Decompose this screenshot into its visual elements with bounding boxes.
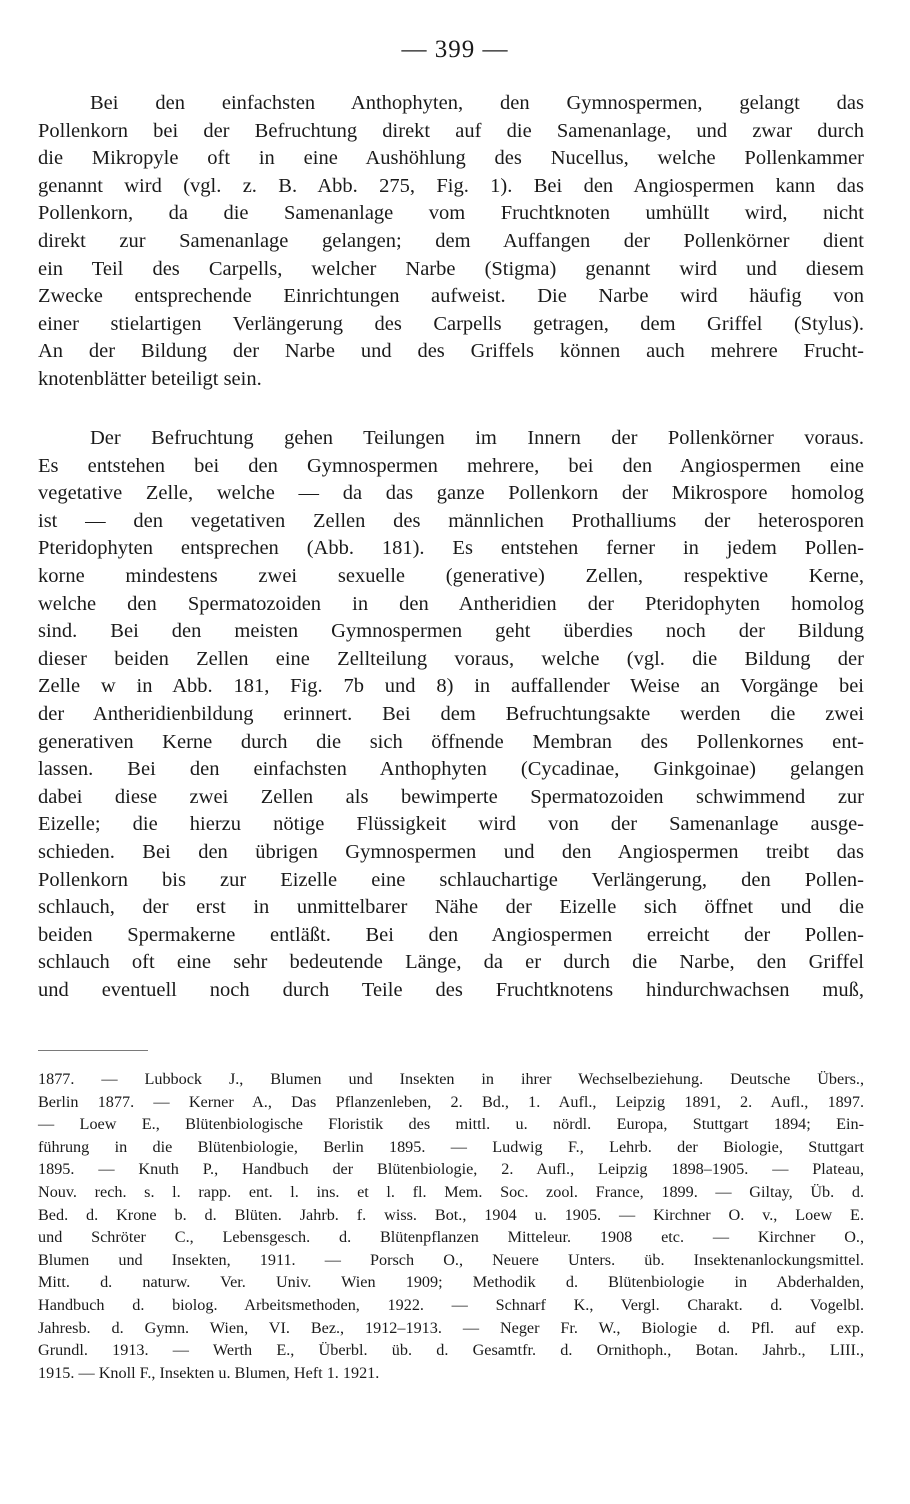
paragraph-line: ist — den vegetativen Zellen des männlichen Prothalliums der heterosporen: [38, 509, 864, 532]
paragraph-line: An der Bildung der Narbe und des Griffels können auch mehrere Frucht-: [38, 340, 864, 363]
paragraph-line: Es entstehen bei den Gymnospermen mehrere, bei den Angiospermen eine: [38, 454, 864, 477]
paragraph-line: lassen. Bei den einfachsten Anthophyten (Cycadinae, Ginkgoinae) gelangen: [38, 758, 864, 781]
footnote-line: Mitt. d. naturw. Ver. Univ. Wien 1909; Methodik d. Blütenbiologie in Abderhalden,: [38, 1273, 864, 1292]
paragraph-line: korne mindestens zwei sexuelle (generative) Zellen, respektive Kerne,: [38, 564, 864, 587]
paragraph-line: der Antheridienbildung erinnert. Bei dem Befruchtungsakte werden die zwei: [38, 702, 864, 725]
footnote-line: Grundl. 1913. — Werth E., Überbl. üb. d. Gesamtfr. d. Ornithoph., Botan. Jahrb., LIII.,: [38, 1341, 864, 1360]
footnote-divider: [38, 1050, 148, 1051]
footnote-line: und Schröter C., Lebensgesch. d. Blütenpflanzen Mitteleur. 1908 etc. — Kirchner O.,: [38, 1228, 864, 1247]
paragraph-line: welche den Spermatozoiden in den Antheridien der Pteridophyten homolog: [38, 592, 864, 615]
paragraph-line: vegetative Zelle, welche — da das ganze Pollenkorn der Mikrospore homolog: [38, 482, 864, 505]
paragraph-line: Pteridophyten entsprechen (Abb. 181). Es entstehen ferner in jedem Pollen-: [38, 537, 864, 560]
paragraph-1: [38, 90, 864, 394]
paragraph-line: Eizelle; die hierzu nötige Flüssigkeit wird von der Samenanlage ausge-: [38, 813, 864, 836]
paragraph-line: einer stielartigen Verlängerung des Carpells getragen, dem Griffel (Stylus).: [38, 312, 864, 335]
paragraph-line: knotenblätter beteiligt sein.: [38, 367, 262, 390]
paragraph-line: Pollenkorn bei der Befruchtung direkt auf die Samenanlage, und zwar durch: [38, 119, 864, 142]
paragraph-line: Pollenkorn bis zur Eizelle eine schlauchartige Verlängerung, den Pollen-: [38, 868, 864, 891]
footnote-line: 1877. — Lubbock J., Blumen und Insekten in ihrer Wechselbeziehung. Deutsche Übers.,: [38, 1070, 864, 1088]
paragraph-line: Der Befruchtung gehen Teilungen im Innern der Pollenkörner voraus.: [90, 427, 864, 449]
paragraph-line: dieser beiden Zellen eine Zellteilung voraus, welche (vgl. die Bildung der: [38, 647, 864, 670]
footnote-line: 1915. — Knoll F., Insekten u. Blumen, Heft 1. 1921.: [38, 1363, 380, 1382]
footnote-line: — Loew E., Blütenbiologische Floristik des mittl. u. nördl. Europa, Stuttgart 1894; Ein-: [38, 1115, 864, 1134]
paragraph-line: dabei diese zwei Zellen als bewimperte Spermatozoiden schwimmend zur: [38, 785, 864, 808]
paragraph-line: genannt wird (vgl. z. B. Abb. 275, Fig. 1). Bei den Angiospermen kann das: [38, 174, 864, 197]
footnote-line: Handbuch d. biolog. Arbeitsmethoden, 1922. — Schnarf K., Vergl. Charakt. d. Vogelbl.: [38, 1295, 864, 1314]
paragraph-line: beiden Spermakerne entläßt. Bei den Angiospermen erreicht der Pollen-: [38, 923, 864, 946]
footnote-line: Nouv. rech. s. l. rapp. ent. l. ins. et l. fl. Mem. Soc. zool. France, 1899. — Giltay, Üb. d.: [38, 1182, 864, 1201]
footnote-line: Bed. d. Krone b. d. Blüten. Jahrb. f. wiss. Bot., 1904 u. 1905. — Kirchner O. v., Loew E.: [38, 1205, 864, 1224]
paragraph-line: direkt zur Samenanlage gelangen; dem Auffangen der Pollenkörner dient: [38, 229, 864, 252]
paragraph-line: schlauch, der erst in unmittelbarer Nähe der Eizelle sich öffnet und die: [38, 896, 864, 919]
paragraph-line: Pollenkorn, da die Samenanlage vom Fruchtknoten umhüllt wird, nicht: [38, 202, 864, 225]
paragraph-line: Bei den einfachsten Anthophyten, den Gymnospermen, gelangt das: [90, 92, 864, 114]
paragraph-line: sind. Bei den meisten Gymnospermen geht überdies noch der Bildung: [38, 620, 864, 643]
paragraph-line: die Mikropyle oft in eine Aushöhlung des Nucellus, welche Pollenkammer: [38, 147, 864, 170]
paragraph-line: ein Teil des Carpells, welcher Narbe (Stigma) genannt wird und diesem: [38, 257, 864, 280]
footnote-line: führung in die Blütenbiologie, Berlin 1895. — Ludwig F., Lehrb. der Biologie, Stuttgart: [38, 1137, 864, 1156]
paragraph-line: Zelle w in Abb. 181, Fig. 7b und 8) in auffallender Weise an Vorgänge bei: [38, 675, 864, 698]
footnote-line: Jahresb. d. Gymn. Wien, VI. Bez., 1912–1913. — Neger Fr. W., Biologie d. Pfl. auf exp.: [38, 1318, 864, 1337]
paragraph-line: generativen Kerne durch die sich öffnende Membran des Pollenkornes ent-: [38, 730, 864, 753]
footnote-line: Berlin 1877. — Kerner A., Das Pflanzenleben, 2. Bd., 1. Aufl., Leipzig 1891, 2. Aufl., 1897.: [38, 1092, 864, 1111]
footnote-line: Blumen und Insekten, 1911. — Porsch O., Neuere Unters. üb. Insektenanlockungsmittel.: [38, 1250, 864, 1269]
paragraph-line: schlauch oft eine sehr bedeutende Länge, da er durch die Narbe, den Griffel: [38, 951, 864, 974]
page-number: — 399 —: [401, 36, 509, 63]
footnotes: [38, 1068, 864, 1384]
paragraph-2: [38, 425, 864, 1004]
footnote-line: 1895. — Knuth P., Handbuch der Blütenbiologie, 2. Aufl., Leipzig 1898–1905. — Plateau,: [38, 1160, 864, 1179]
paragraph-line: und eventuell noch durch Teile des Fruchtknotens hindurchwachsen muß,: [38, 978, 864, 1001]
paragraph-line: schieden. Bei den übrigen Gymnospermen und den Angiospermen treibt das: [38, 840, 864, 863]
paragraph-line: Zwecke entsprechende Einrichtungen aufweist. Die Narbe wird häufig von: [38, 285, 864, 308]
